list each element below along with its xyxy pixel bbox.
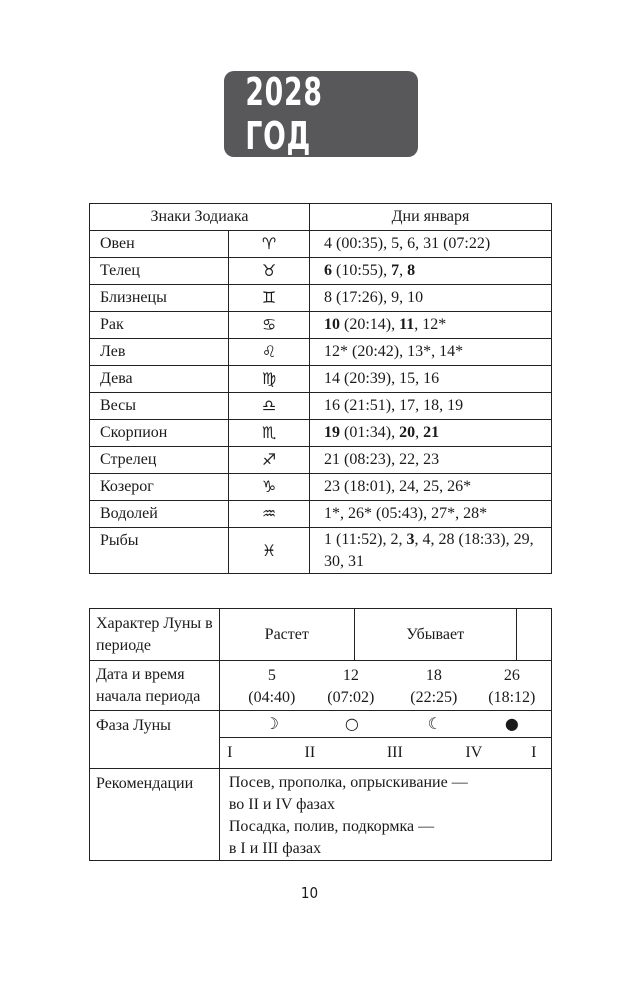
zodiac-sign-name: Лев — [90, 339, 229, 366]
day-bold: 8 — [407, 262, 416, 279]
day-bold: 19 — [324, 424, 340, 441]
page-number: 10 — [300, 884, 319, 902]
new-moon-icon: ● — [504, 714, 519, 733]
zodiac-symbol-icon: ♏ — [229, 420, 310, 447]
day-text: 1*, 26* (05:43), 27*, 28* — [324, 505, 488, 522]
zodiac-sign-name: Близнецы — [90, 285, 229, 312]
zodiac-symbol-icon: ♓ — [229, 528, 310, 574]
zodiac-sign-name: Стрелец — [90, 447, 229, 474]
year-banner — [224, 71, 418, 157]
phase-number: III — [386, 744, 403, 761]
day-bold: 11 — [399, 316, 415, 333]
day-text: 1 (11:52), 2, — [324, 530, 407, 548]
recommendations-cell — [219, 769, 551, 861]
zodiac-days — [310, 231, 552, 258]
recommendations-row — [90, 769, 552, 861]
moon-growing: Растет — [219, 609, 354, 661]
zodiac-row — [90, 528, 552, 574]
zodiac-row — [90, 231, 552, 258]
zodiac-sign-name: Телец — [90, 258, 229, 285]
zodiac-row — [90, 420, 552, 447]
period-date: 18 — [425, 666, 442, 684]
moon-character-label: Характер Луны в периоде — [90, 609, 220, 661]
zodiac-symbol-icon: ♐ — [229, 447, 310, 474]
zodiac-symbol-icon: ♎ — [229, 393, 310, 420]
zodiac-sign-name: Рыбы — [90, 528, 229, 574]
zodiac-sign-name: Дева — [90, 366, 229, 393]
day-bold: 20 — [399, 424, 416, 441]
year-title: 2028 ГОД — [245, 70, 323, 158]
day-text: (10:55), — [332, 262, 392, 279]
waning-crescent-icon: ☾ — [427, 714, 442, 733]
zodiac-sign-name: Козерог — [90, 474, 229, 501]
zodiac-row — [90, 339, 552, 366]
moon-character-row — [90, 609, 552, 661]
zodiac-sign-name: Рак — [90, 312, 229, 339]
moon-phase-label: Фаза Луны — [90, 711, 220, 769]
period-time: (18:12) — [488, 688, 536, 706]
phase-number: II — [304, 744, 316, 761]
day-text: , 12* — [414, 316, 447, 333]
zodiac-sign-name: Овен — [90, 231, 229, 258]
zodiac-sign-name: Весы — [90, 393, 229, 420]
day-text: 12* (20:42), 13*, 14* — [324, 343, 464, 360]
zodiac-days — [310, 501, 552, 528]
period-time: (07:02) — [327, 688, 375, 706]
moon-phase-row — [90, 711, 552, 769]
zodiac-table-header — [90, 204, 552, 231]
zodiac-days — [310, 258, 552, 285]
recommendation-line: Посев, прополка, опрыскивание — — [228, 774, 468, 791]
phase-number: IV — [465, 744, 483, 761]
zodiac-row — [90, 393, 552, 420]
day-text: , 4, 28 (18:33), 29, 30, 31 — [324, 530, 534, 570]
phase-number: I — [227, 744, 233, 761]
recommendation-line: в I и III фазах — [228, 840, 322, 857]
zodiac-symbol-icon: ♑ — [229, 474, 310, 501]
day-text: 14 (20:39), 15, 16 — [324, 370, 440, 387]
day-text: 23 (18:01), 24, 25, 26* — [324, 478, 472, 495]
zodiac-row — [90, 285, 552, 312]
recommendation-line: Посадка, полив, подкормка — — [228, 818, 435, 835]
recommendation-line: во II и IV фазах — [228, 796, 335, 813]
full-moon-icon: ○ — [344, 714, 359, 733]
moon-date-label: Дата и время начала периода — [90, 661, 220, 711]
day-text: (01:34), — [340, 424, 400, 441]
zodiac-symbol-icon: ♋ — [229, 312, 310, 339]
period-time: (22:25) — [410, 688, 458, 706]
zodiac-symbol-icon: ♌ — [229, 339, 310, 366]
day-text: 4 (00:35), 5, 6, 31 (07:22) — [324, 235, 491, 252]
zodiac-row — [90, 501, 552, 528]
zodiac-days — [310, 447, 552, 474]
day-text: , — [399, 262, 408, 279]
zodiac-days — [310, 366, 552, 393]
zodiac-symbol-icon: ♊ — [229, 285, 310, 312]
zodiac-table — [89, 203, 552, 574]
day-text: 16 (21:51), 17, 18, 19 — [324, 397, 464, 414]
zodiac-days — [310, 312, 552, 339]
zodiac-days — [310, 528, 552, 574]
waxing-crescent-icon: ☽ — [264, 714, 279, 733]
period-date: 5 — [267, 666, 276, 684]
zodiac-row — [90, 366, 552, 393]
day-bold: 10 — [324, 316, 340, 333]
moon-waning: Убывает — [354, 609, 516, 661]
zodiac-row — [90, 447, 552, 474]
day-bold: 6 — [324, 262, 332, 279]
january-days-header: Дни января — [310, 204, 552, 231]
day-text: 8 (17:26), 9, 10 — [324, 289, 424, 306]
moon-dates-cell — [219, 661, 551, 711]
zodiac-days — [310, 474, 552, 501]
recommendations-label: Рекомендации — [90, 769, 220, 861]
zodiac-symbol-icon: ♈ — [229, 231, 310, 258]
day-text: , — [415, 424, 424, 441]
zodiac-row — [90, 312, 552, 339]
zodiac-row — [90, 474, 552, 501]
zodiac-sign-name: Скорпион — [90, 420, 229, 447]
zodiac-sign-name: Водолей — [90, 501, 229, 528]
phase-symbols-strip — [220, 711, 551, 738]
moon-empty-cell — [516, 609, 551, 661]
zodiac-days — [310, 393, 552, 420]
day-text: (20:14), — [340, 316, 400, 333]
moon-table — [89, 608, 552, 861]
phase-number: I — [531, 744, 537, 761]
day-bold: 3 — [406, 530, 415, 548]
zodiac-symbol-icon: ♍ — [229, 366, 310, 393]
moon-phase-cell — [219, 711, 551, 769]
zodiac-days — [310, 420, 552, 447]
day-bold: 7 — [391, 262, 400, 279]
period-date: 26 — [503, 666, 520, 684]
zodiac-days — [310, 339, 552, 366]
day-bold: 21 — [423, 424, 440, 441]
period-time: (04:40) — [248, 688, 296, 706]
zodiac-signs-header: Знаки Зодиака — [90, 204, 310, 231]
zodiac-symbol-icon: ♒ — [229, 501, 310, 528]
zodiac-row — [90, 258, 552, 285]
zodiac-symbol-icon: ♉ — [229, 258, 310, 285]
moon-date-row — [90, 661, 552, 711]
day-text: 21 (08:23), 22, 23 — [324, 451, 440, 468]
phase-numbers-strip — [220, 738, 551, 768]
period-date: 12 — [342, 666, 359, 684]
zodiac-days — [310, 285, 552, 312]
